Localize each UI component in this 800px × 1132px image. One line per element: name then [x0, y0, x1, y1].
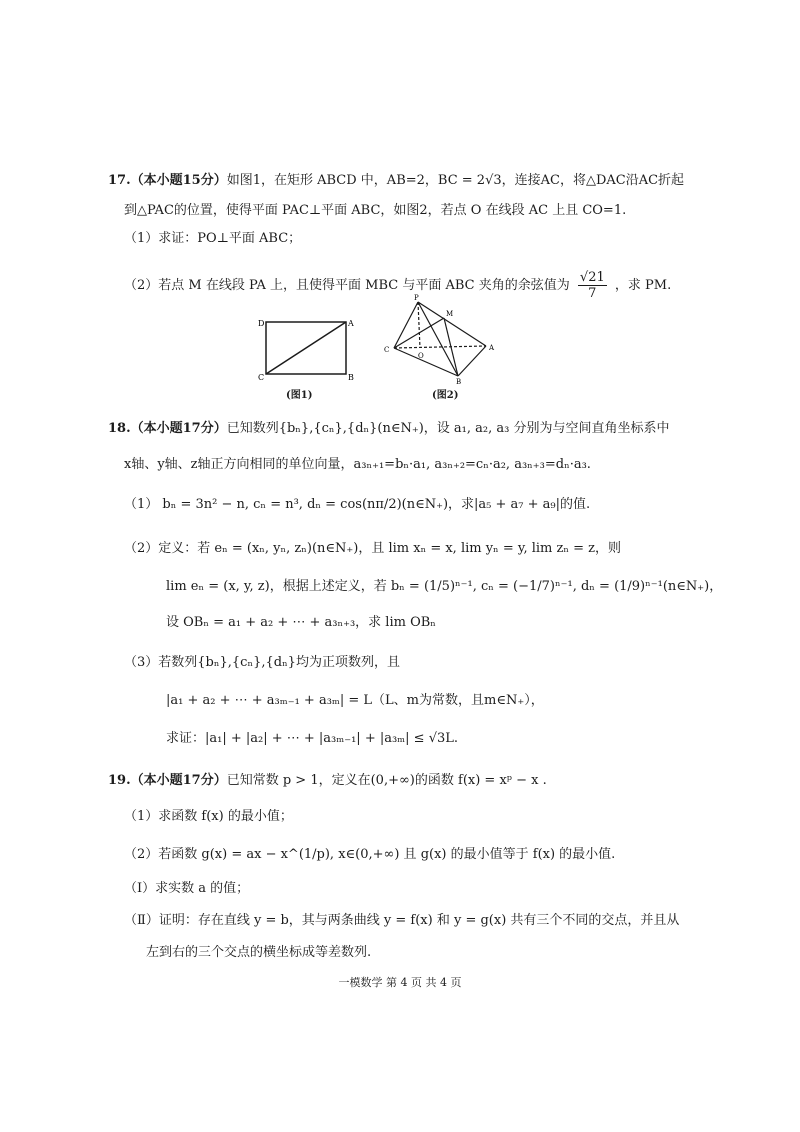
q18-part2-line2: lim eₙ = (x, y, z)，根据上述定义，若 bₙ = (1/5)ⁿ⁻¹, cₙ = (−1/7)ⁿ⁻¹, dₙ = (1/9)ⁿ⁻¹(n∈N₊)，: [166, 579, 723, 594]
q18-part2-line3: 设 OBₙ = a₁ + a₂ + ⋯ + a₃ₙ₊₃，求 lim OBₙ: [166, 615, 436, 630]
edge-pa: [418, 302, 486, 346]
q18-line2: x轴、y轴、z轴正方向相同的单位向量，a₃ₙ₊₁=bₙ·a₁, a₃ₙ₊₂=cₙ·a₂, a₃ₙ₊₃=dₙ·a₃.: [124, 457, 591, 472]
fig2-label-c: C: [384, 346, 390, 354]
q17-part1: （1）求证：PO⊥平面 ABC；: [124, 231, 302, 246]
q18-line1: [108, 420, 669, 438]
q19-part2-ii: （Ⅱ）证明：存在直线 y = b，其与两条曲线 y = f(x) 和 y = g(x) 共有三个不同的交点，并且从: [124, 913, 680, 928]
fig2-label-o: O: [418, 352, 424, 360]
q18-part1: （1） bₙ = 3n² − n, cₙ = n³, dₙ = cos(nπ/2)(n∈N₊)，求|a₅ + a₇ + a₉|的值.: [124, 497, 591, 512]
hidden-po: [418, 302, 420, 348]
fraction-denominator: 7: [588, 286, 597, 301]
q19-line1: [108, 772, 547, 790]
q17-part2-end: ，求 PM.: [614, 278, 672, 293]
q18-part3-line1: （3）若数列{bₙ},{cₙ},{dₙ}均为正项数列，且: [124, 655, 400, 670]
diagonal-ac: [266, 322, 346, 374]
q19-text-1: 已知常数 p > 1，定义在(0,+∞)的函数 f(x) = xᵖ − x .: [226, 773, 547, 788]
q19-part2-i: （Ⅰ）求实数 a 的值；: [124, 881, 250, 896]
fig1-label-c: C: [258, 373, 265, 382]
hidden-ca: [394, 346, 486, 348]
fraction-numerator: √21: [579, 270, 605, 285]
edge-ba: [458, 346, 486, 376]
fig2-label-p: P: [414, 294, 419, 302]
figure-2-pyramid: [382, 292, 500, 384]
q18-part3-line3: 求证：|a₁| + |a₂| + ⋯ + |a₃ₘ₋₁| + |a₃ₘ| ≤ √3L.: [166, 731, 459, 746]
fig1-label-b: B: [348, 373, 354, 382]
q19-part2-ii-cont: 左到右的三个交点的横坐标成等差数列.: [146, 945, 372, 960]
q17-part2-text: （2）若点 M 在线段 PA 上，且使得平面 MBC 与平面 ABC 夹角的余弦值为: [124, 278, 570, 293]
figure-1-rectangle: [252, 312, 357, 382]
fig2-label-m: M: [446, 310, 454, 318]
q19-part2: （2）若函数 g(x) = ax − x^(1/p), x∈(0,+∞) 且 g(x) 的最小值等于 f(x) 的最小值.: [124, 847, 616, 862]
q17-head: 17.（本小题15分）: [108, 173, 227, 188]
q18-text-1: 已知数列{bₙ},{cₙ},{dₙ}(n∈N₊)，设 a₁, a₂, a₃ 分别为与空间直角坐标系中: [226, 421, 670, 436]
fig2-label-b: B: [456, 378, 462, 384]
q18-part3-line2: |a₁ + a₂ + ⋯ + a₃ₘ₋₁ + a₃ₘ| = L（L、m为常数，且m∈N₊），: [166, 693, 544, 708]
q18-part2-line1: （2）定义：若 eₙ = (xₙ, yₙ, zₙ)(n∈N₊)，且 lim xₙ = x, lim yₙ = y, lim zₙ = z，则: [124, 541, 621, 556]
cosine-fraction: [578, 270, 607, 301]
figure-1-caption: (图1): [286, 390, 313, 401]
q17-line2: 到△PAC的位置，使得平面 PAC⊥平面 ABC，如图2，若点 O 在线段 AC 上且 CO=1.: [124, 203, 627, 218]
q18-head: 18.（本小题17分）: [108, 421, 227, 436]
page-footer: 一模数学 第 4 页 共 4 页: [338, 976, 462, 989]
fig1-label-a: A: [348, 319, 354, 328]
q19-part1: （1）求函数 f(x) 的最小值；: [124, 809, 293, 824]
q17-line1: [108, 172, 684, 190]
q17-text-1: 如图1，在矩形 ABCD 中，AB=2，BC = 2√3，连接AC，将△DAC沿AC折起: [226, 173, 685, 188]
figure-2-caption: (图2): [432, 390, 459, 401]
fig2-label-a: A: [489, 344, 495, 352]
q19-head: 19.（本小题17分）: [108, 773, 227, 788]
fig1-label-d: D: [258, 319, 265, 328]
edge-cb: [394, 348, 458, 376]
